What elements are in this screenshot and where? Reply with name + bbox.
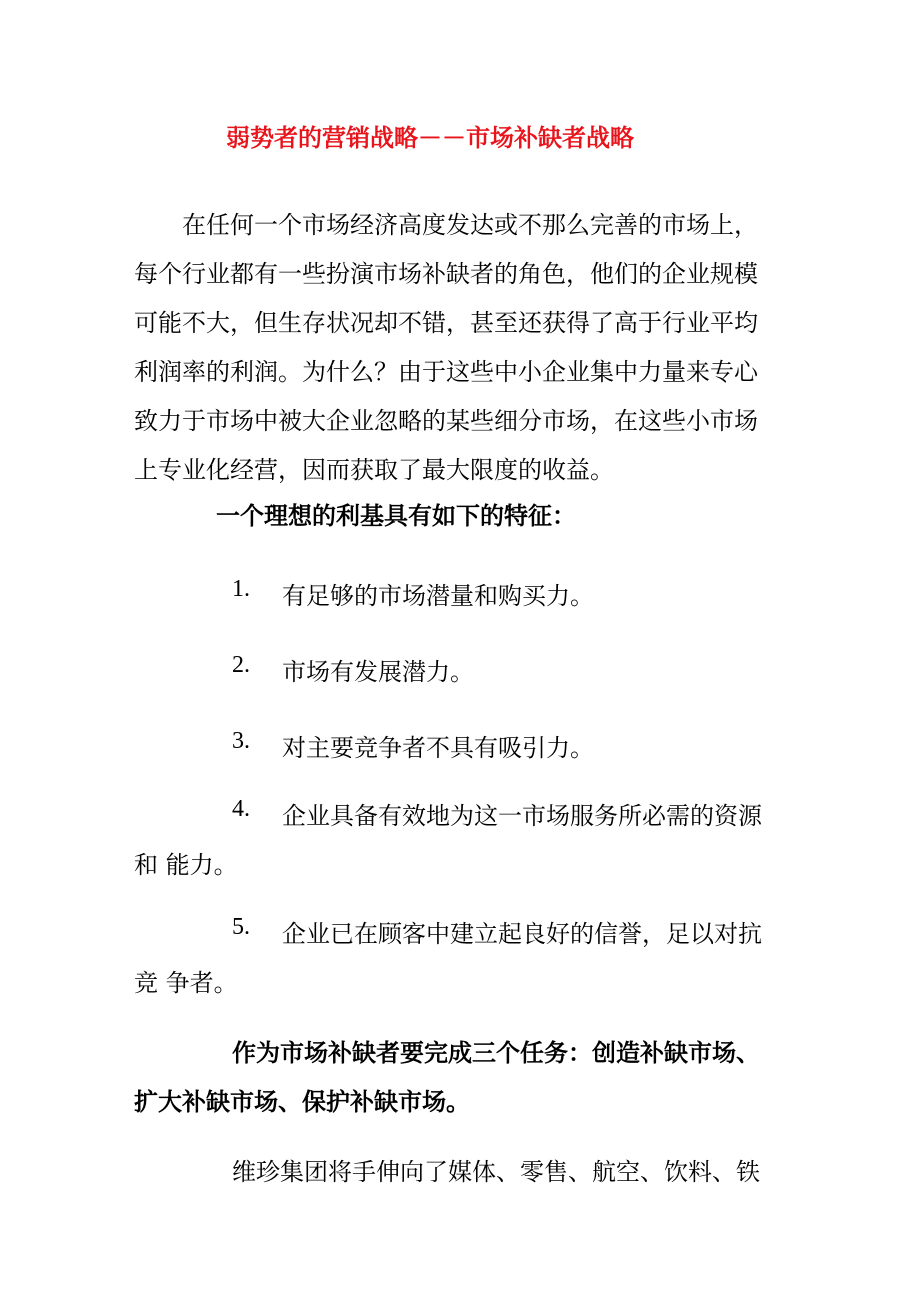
feature-text: 企业具备有效地为这一市场服务所必需的资源 [282, 802, 762, 830]
feature-text: 有足够的市场潜量和购买力。 [282, 582, 594, 610]
feature-text: 市场有发展潜力。 [282, 658, 474, 686]
feature-text-continued: 和 能力。 [134, 851, 238, 879]
intro-line: 致力于市场中被大企业忽略的某些细分市场，在这些小市场 [134, 407, 758, 435]
body-line: 维珍集团将手伸向了媒体、零售、航空、饮料、铁 [232, 1158, 760, 1186]
intro-line: 上专业化经营，因而获取了最大限度的收益。 [134, 456, 614, 484]
feature-number: 2. [232, 652, 250, 678]
tasks-line: 扩大补缺市场、保护补缺市场。 [134, 1087, 470, 1116]
feature-number: 3. [232, 728, 250, 754]
feature-number: 4. [232, 796, 250, 822]
feature-number: 1. [232, 576, 250, 602]
intro-line: 可能不大，但生存状况却不错，甚至还获得了高于行业平均 [134, 309, 758, 337]
features-heading: 一个理想的利基具有如下的特征： [216, 501, 576, 530]
intro-line: 利润率的利润。为什么？由于这些中小企业集中力量来专心 [134, 358, 758, 386]
feature-text-continued: 竞 争者。 [134, 969, 238, 997]
feature-text: 对主要竞争者不具有吸引力。 [282, 734, 594, 762]
feature-number: 5. [232, 914, 250, 940]
tasks-line: 作为市场补缺者要完成三个任务：创造补缺市场、 [232, 1038, 760, 1067]
document-title: 弱势者的营销战略－－市场补缺者战略 [226, 123, 634, 152]
feature-text: 企业已在顾客中建立起良好的信誉，足以对抗 [282, 920, 762, 948]
intro-line: 每个行业都有一些扮演市场补缺者的角色，他们的企业规模 [134, 260, 758, 288]
intro-line: 在任何一个市场经济高度发达或不那么完善的市场上， [182, 211, 758, 239]
